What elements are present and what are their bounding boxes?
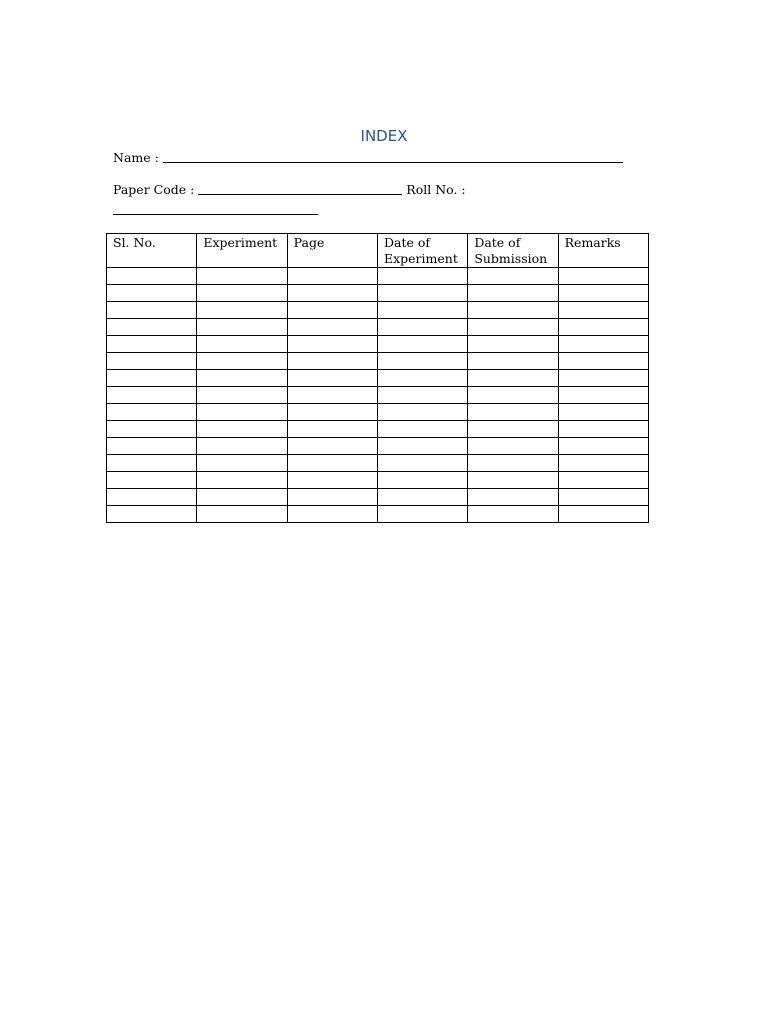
- table-cell: [377, 404, 467, 421]
- table-cell: [197, 387, 287, 404]
- table-cell: [468, 506, 558, 523]
- table-cell: [468, 285, 558, 302]
- table-cell: [287, 438, 377, 455]
- table-cell: [377, 268, 467, 285]
- table-cell: [468, 268, 558, 285]
- table-cell: [107, 455, 197, 472]
- table-cell: [197, 268, 287, 285]
- table-cell: [558, 472, 648, 489]
- table-cell: [287, 319, 377, 336]
- table-cell: [558, 438, 648, 455]
- table-cell: [558, 455, 648, 472]
- table-cell: [377, 370, 467, 387]
- table-row: [107, 506, 649, 523]
- table-cell: [558, 285, 648, 302]
- table-row: [107, 353, 649, 370]
- table-cell: [107, 353, 197, 370]
- table-cell: [107, 404, 197, 421]
- table-row: [107, 438, 649, 455]
- table-cell: [107, 370, 197, 387]
- table-cell: [558, 387, 648, 404]
- table-cell: [558, 268, 648, 285]
- table-row: [107, 336, 649, 353]
- table-cell: [107, 302, 197, 319]
- table-cell: [468, 370, 558, 387]
- name-blank: [163, 161, 623, 163]
- page-title: INDEX: [360, 127, 408, 145]
- table-cell: [107, 268, 197, 285]
- table-cell: [107, 506, 197, 523]
- table-cell: [468, 387, 558, 404]
- table-cell: [287, 285, 377, 302]
- table-cell: [287, 370, 377, 387]
- header-remarks: Remarks: [558, 234, 648, 268]
- table-cell: [468, 489, 558, 506]
- table-cell: [197, 506, 287, 523]
- table-cell: [107, 438, 197, 455]
- paper-code-field-line: [113, 182, 466, 198]
- header-experiment: Experiment: [197, 234, 287, 268]
- table-cell: [377, 336, 467, 353]
- table-cell: [558, 421, 648, 438]
- header-date-of-submission: Date of Submission: [468, 234, 558, 268]
- table-cell: [377, 319, 467, 336]
- table-cell: [468, 353, 558, 370]
- table-cell: [197, 404, 287, 421]
- table-cell: [558, 302, 648, 319]
- table-cell: [107, 472, 197, 489]
- table-cell: [287, 506, 377, 523]
- table-cell: [377, 472, 467, 489]
- table-cell: [287, 404, 377, 421]
- table-row: [107, 387, 649, 404]
- table-cell: [468, 438, 558, 455]
- table-cell: [197, 302, 287, 319]
- table-cell: [558, 506, 648, 523]
- table-cell: [287, 353, 377, 370]
- table-cell: [107, 336, 197, 353]
- table-cell: [197, 285, 287, 302]
- header-page: Page: [287, 234, 377, 268]
- table-cell: [197, 319, 287, 336]
- roll-no-label: Roll No. :: [406, 182, 466, 197]
- table-cell: [107, 285, 197, 302]
- table-cell: [558, 319, 648, 336]
- table-cell: [558, 489, 648, 506]
- table-cell: [287, 472, 377, 489]
- table-row: [107, 489, 649, 506]
- table-cell: [468, 302, 558, 319]
- table-row: [107, 285, 649, 302]
- table-cell: [558, 370, 648, 387]
- header-sl-no: Sl. No.: [107, 234, 197, 268]
- table-cell: [107, 387, 197, 404]
- table-body: [107, 268, 649, 523]
- table-cell: [468, 319, 558, 336]
- table-cell: [468, 336, 558, 353]
- table-row: [107, 421, 649, 438]
- table-cell: [558, 336, 648, 353]
- name-field-line: [113, 150, 623, 166]
- table-row: [107, 472, 649, 489]
- table-cell: [287, 302, 377, 319]
- table-cell: [287, 489, 377, 506]
- table-row: [107, 404, 649, 421]
- table-row: [107, 268, 649, 285]
- table-cell: [468, 404, 558, 421]
- paper-code-blank: [198, 193, 402, 195]
- table-cell: [377, 489, 467, 506]
- roll-no-blank: [113, 214, 318, 215]
- header-date-of-experiment: Date of Experiment: [377, 234, 467, 268]
- table-cell: [197, 336, 287, 353]
- paper-code-label: Paper Code :: [113, 182, 195, 197]
- table-cell: [377, 421, 467, 438]
- table-cell: [287, 336, 377, 353]
- table-cell: [377, 285, 467, 302]
- table-cell: [197, 370, 287, 387]
- name-label: Name :: [113, 150, 159, 165]
- table-row: [107, 302, 649, 319]
- table-cell: [197, 472, 287, 489]
- table-header-row: [107, 234, 649, 268]
- table-cell: [468, 455, 558, 472]
- table-cell: [197, 353, 287, 370]
- table-row: [107, 319, 649, 336]
- table-cell: [287, 387, 377, 404]
- table-cell: [468, 421, 558, 438]
- table-cell: [558, 404, 648, 421]
- table-cell: [377, 506, 467, 523]
- table-cell: [377, 353, 467, 370]
- table-cell: [287, 455, 377, 472]
- table-row: [107, 370, 649, 387]
- table-cell: [377, 455, 467, 472]
- table-cell: [107, 319, 197, 336]
- index-table: [106, 233, 649, 523]
- table-cell: [287, 268, 377, 285]
- table-row: [107, 455, 649, 472]
- table-cell: [377, 302, 467, 319]
- table-cell: [197, 421, 287, 438]
- table-cell: [558, 353, 648, 370]
- table-cell: [377, 387, 467, 404]
- table-cell: [377, 438, 467, 455]
- table-cell: [468, 472, 558, 489]
- table-cell: [107, 421, 197, 438]
- table-cell: [287, 421, 377, 438]
- table-cell: [197, 438, 287, 455]
- table-cell: [107, 489, 197, 506]
- table-cell: [197, 489, 287, 506]
- table-cell: [197, 455, 287, 472]
